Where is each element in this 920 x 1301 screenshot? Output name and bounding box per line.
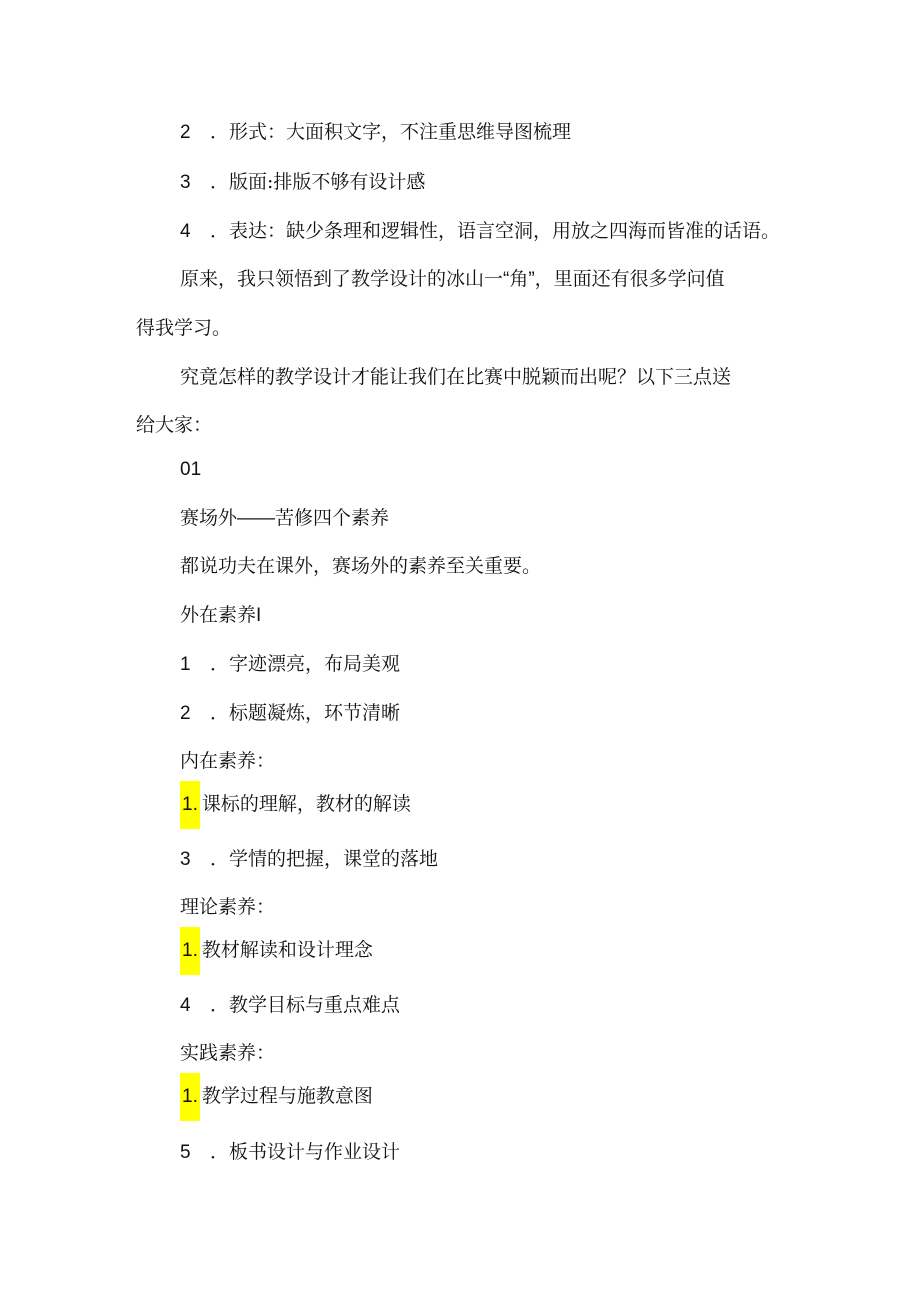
highlighted-marker: 1. xyxy=(180,927,200,975)
list-item xyxy=(180,847,438,872)
list-text: ．形式：大面积文字，不注重思维导图梳理 xyxy=(210,121,572,143)
list-item xyxy=(180,219,780,244)
list-number: 2 xyxy=(180,703,191,724)
list-item xyxy=(180,1140,400,1165)
list-item xyxy=(180,780,411,829)
list-number: 3 xyxy=(180,849,191,870)
list-text: ．版面:排版不够有设计感 xyxy=(210,171,426,193)
subheading-theory: 理论素养： xyxy=(180,897,276,918)
subheading-inner: 内在素养： xyxy=(180,751,276,772)
list-number: 4 xyxy=(180,221,191,242)
list-item xyxy=(180,170,425,195)
list-text: ．标题凝炼，环节清晰 xyxy=(210,702,401,724)
paragraph-line: 给大家： xyxy=(136,415,213,436)
list-text: 教学过程与施教意图 xyxy=(201,1085,373,1107)
list-number: 1 xyxy=(180,654,191,675)
subheading-practice: 实践素养： xyxy=(180,1043,276,1064)
list-text: ．板书设计与作业设计 xyxy=(210,1141,401,1163)
list-item xyxy=(180,1072,373,1121)
list-item xyxy=(180,120,571,145)
list-item xyxy=(180,926,373,975)
list-number: 2 xyxy=(180,122,191,143)
section-intro: 都说功夫在课外，赛场外的素养至关重要。 xyxy=(180,556,542,577)
list-text: ．学情的把握，课堂的落地 xyxy=(210,848,439,870)
list-text: ．字迹漂亮，布局美观 xyxy=(210,653,401,675)
section-number: 01 xyxy=(180,459,202,480)
subheading-outer: 外在素养I xyxy=(180,605,262,626)
list-text: 课标的理解，教材的解读 xyxy=(201,793,411,815)
paragraph-line: 究竟怎样的教学设计才能让我们在比赛中脱颖而出呢？以下三点送 xyxy=(180,367,732,388)
list-text: ．表达：缺少条理和逻辑性，语言空洞，用放之四海而皆准的话语。 xyxy=(210,220,781,242)
highlighted-marker: 1. xyxy=(180,1073,200,1121)
list-number: 3 xyxy=(180,172,191,193)
list-item xyxy=(180,701,400,726)
list-item xyxy=(180,993,400,1018)
list-item xyxy=(180,652,400,677)
paragraph-line: 原来，我只领悟到了教学设计的冰山一“角”，里面还有很多学问值 xyxy=(180,269,725,290)
list-text: 教材解读和设计理念 xyxy=(201,939,373,961)
list-number: 5 xyxy=(180,1142,191,1163)
list-number: 4 xyxy=(180,995,191,1016)
list-text: ．教学目标与重点难点 xyxy=(210,994,401,1016)
highlighted-marker: 1. xyxy=(180,781,200,829)
section-title: 赛场外——苦修四个素养 xyxy=(180,508,390,529)
paragraph-line: 得我学习。 xyxy=(136,318,232,339)
